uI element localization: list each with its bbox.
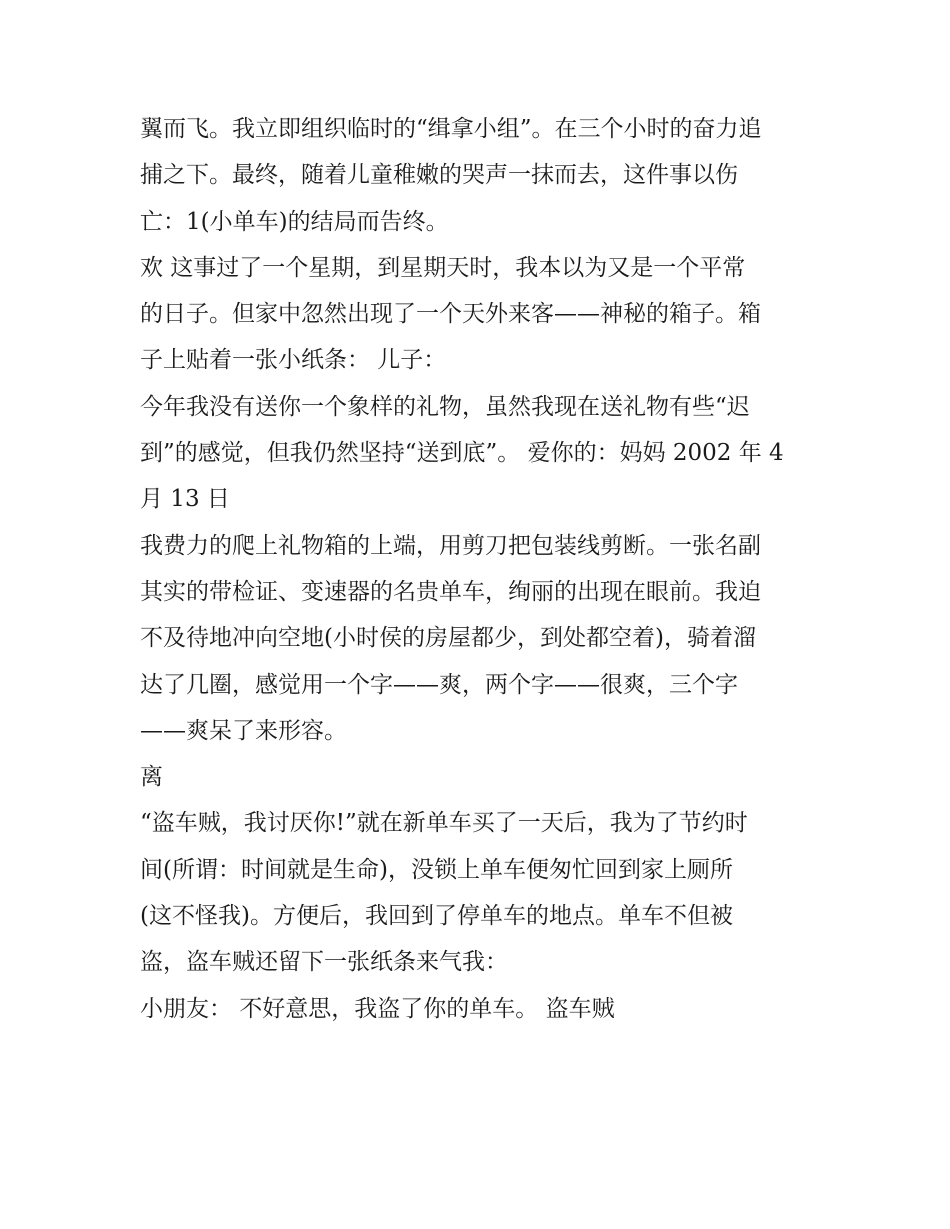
- text-line: 不及待地冲向空地(小时侯的房屋都少，到处都空着)，骑着溜: [140, 625, 756, 652]
- text-line: (这不怪我)。方便后，我回到了停单车的地点。单车不但被: [140, 903, 733, 930]
- text-line: 今年我没有送你一个象样的礼物，虽然我现在送礼物有些“迟: [140, 393, 750, 420]
- text-line: 子上贴着一张小纸条： 儿子：: [140, 347, 447, 374]
- text-line: 翼而飞。我立即组织临时的“缉拿小组”。在三个小时的奋力追: [140, 116, 762, 142]
- text-line: 达了几圈，感觉用一个字——爽，两个字——很爽，三个字: [140, 671, 738, 698]
- text-line: 到”的感觉，但我仍然坚持“送到底”。 爱你的：妈妈 2002 年 4: [140, 440, 784, 467]
- text-line: 盗，盗车贼还留下一张纸条来气我：: [140, 949, 508, 976]
- text-line: 其实的带检证、变速器的名贵单车，绚丽的出现在眼前。我迫: [140, 578, 761, 605]
- text-line: 捕之下。最终，随着儿童稚嫩的哭声一抹而去，这件事以伤: [140, 162, 738, 189]
- text-line: “盗车贼，我讨厌你!”就在新单车买了一天后，我为了节约时: [140, 810, 748, 837]
- document-body: [140, 106, 820, 1032]
- text-line: 离: [140, 764, 163, 791]
- text-line: ——爽呆了来形容。: [140, 717, 347, 744]
- text-line: 间(所谓：时间就是生命)，没锁上单车便匆忙回到家上厕所: [140, 856, 733, 883]
- text-line: 我费力的爬上礼物箱的上端，用剪刀把包装线剪断。一张名副: [140, 532, 761, 559]
- text-line: 月 13 日: [140, 486, 230, 513]
- text-line: 的日子。但家中忽然出现了一个天外来客——神秘的箱子。箱: [140, 301, 761, 328]
- text-line: 亡：1(小单车)的结局而告终。: [140, 208, 449, 235]
- text-line: 小朋友： 不好意思，我盗了你的单车。 盗车贼: [140, 995, 615, 1022]
- text-line: 欢 这事过了一个星期，到星期天时，我本以为又是一个平常: [140, 254, 746, 281]
